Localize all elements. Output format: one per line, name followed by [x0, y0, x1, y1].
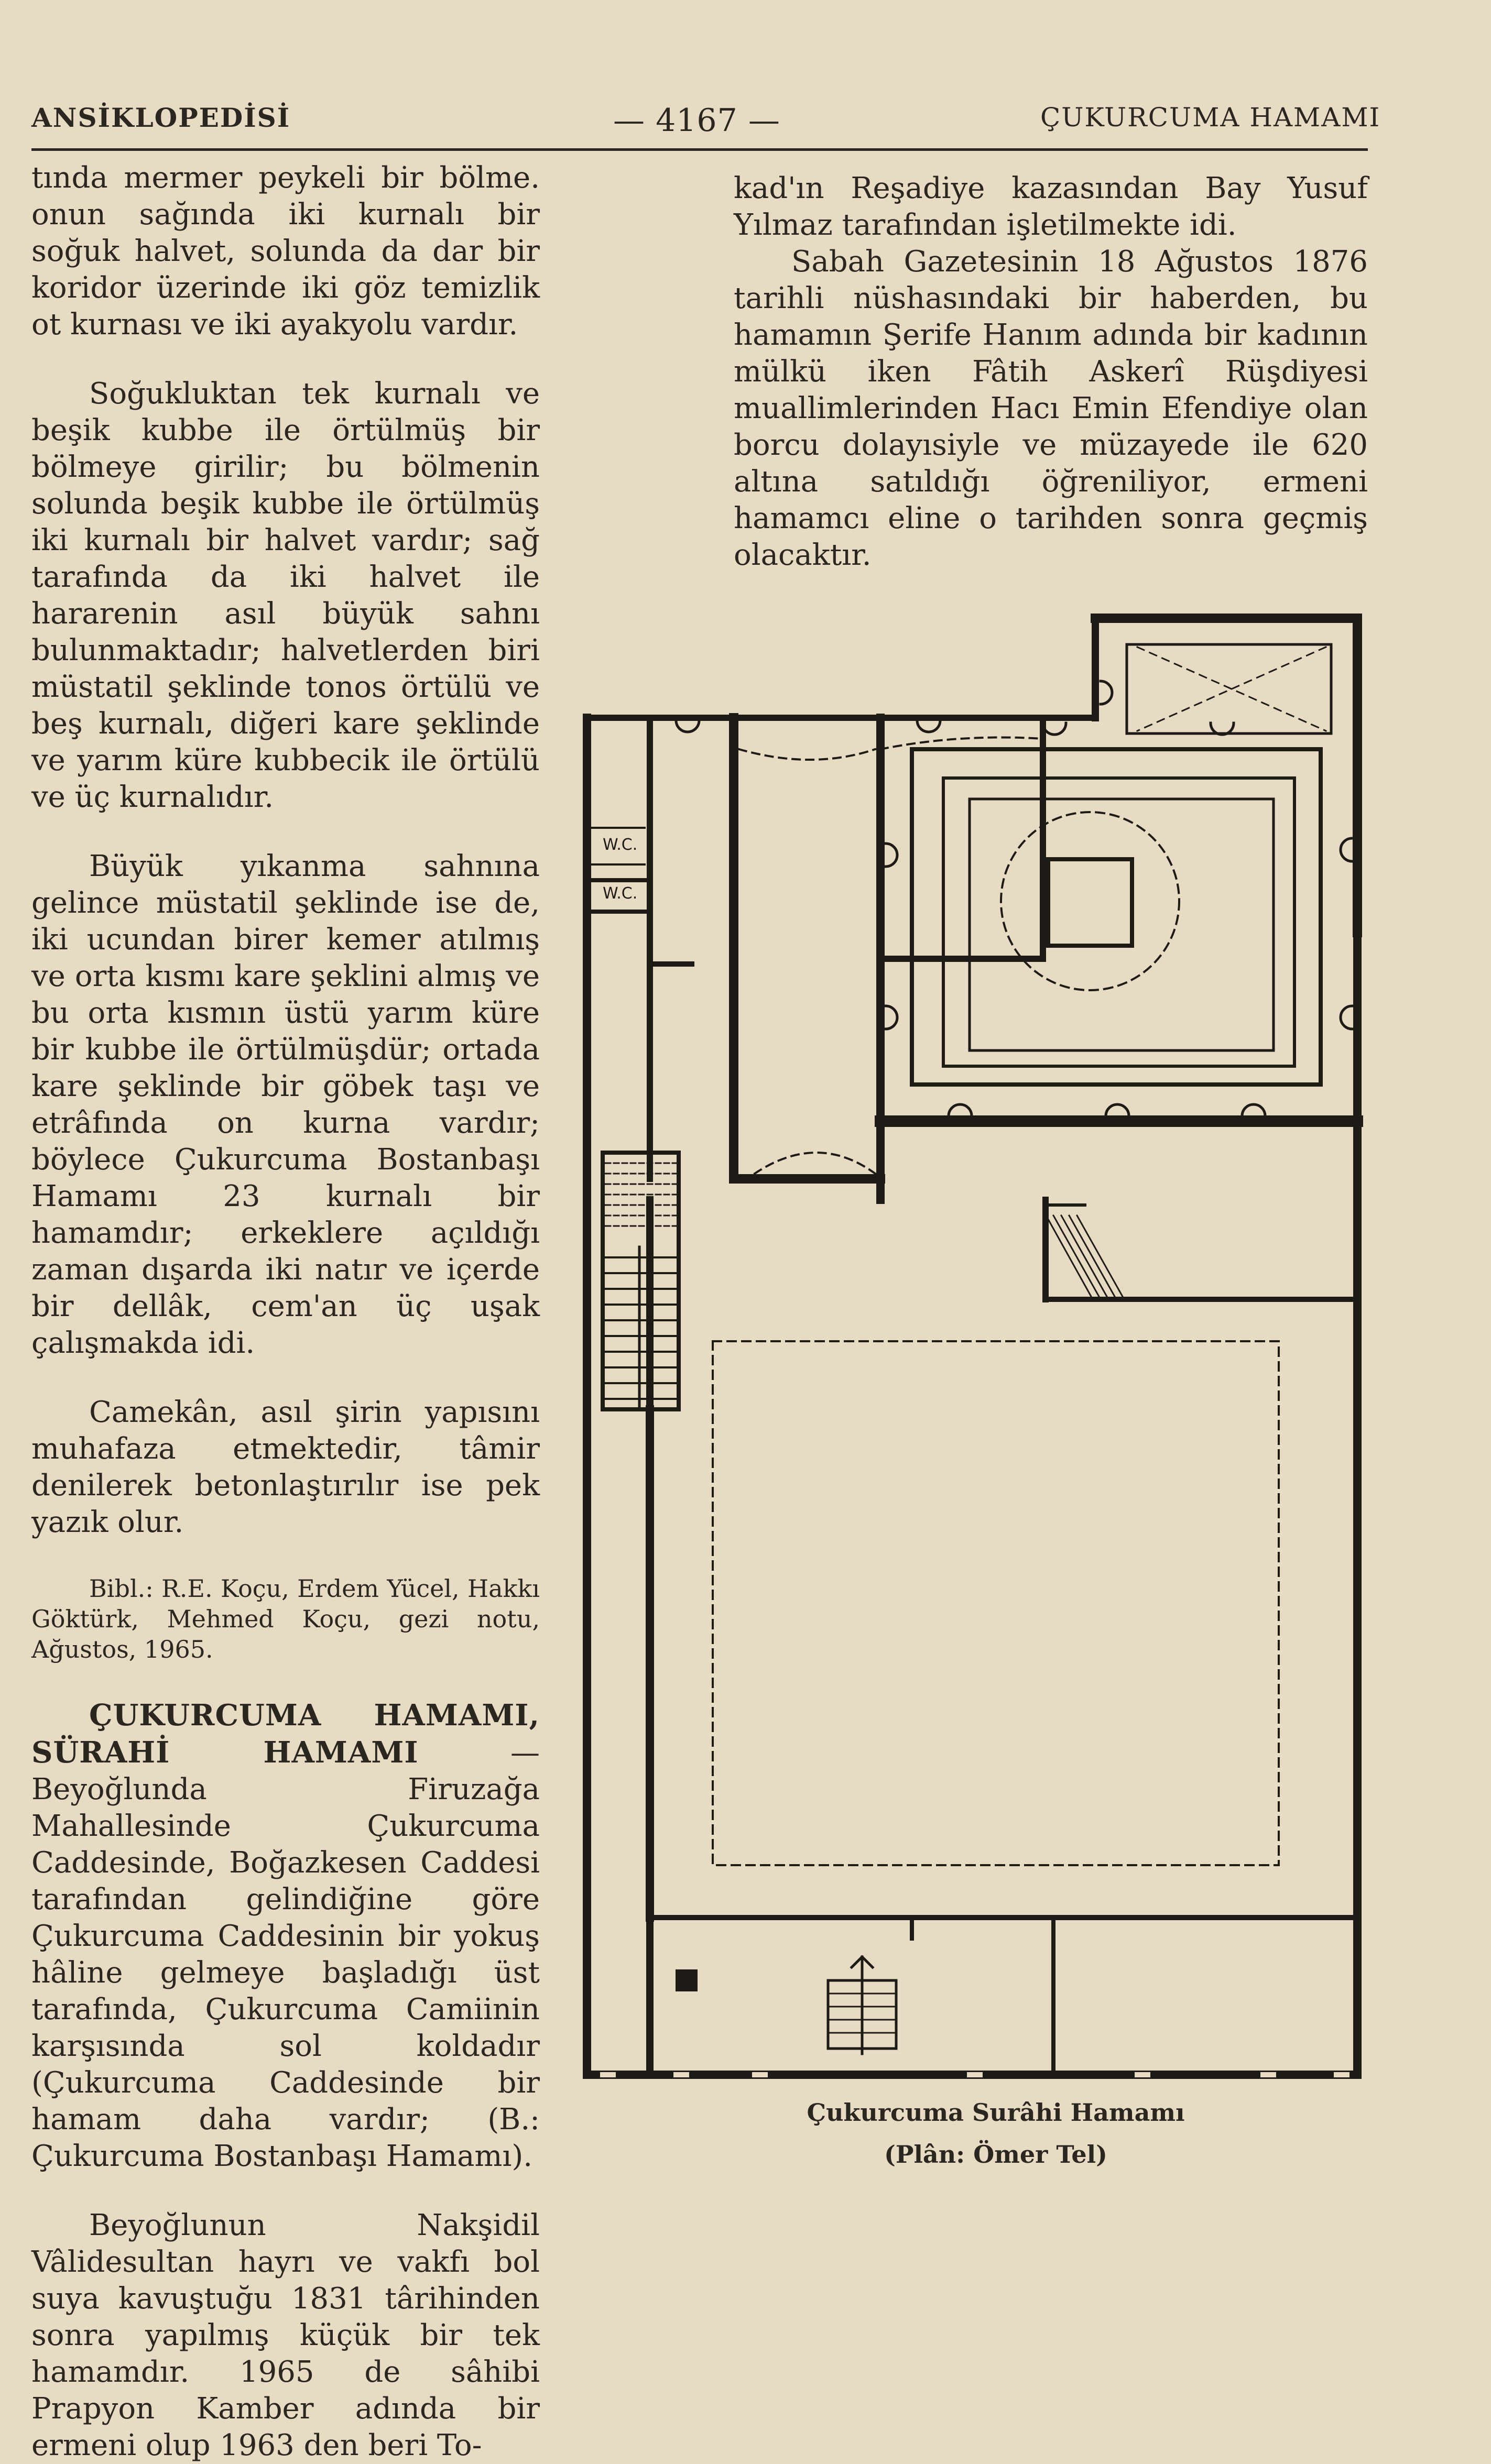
right-column: [734, 170, 1368, 606]
paragraph: Sabah Gazetesinin 18 Ağustos 1876 tarihli nüshasındaki bir haberden, bu hamamın Şerife Hanım adında bir kadının mülkü iken Fâtih Askerî Rüşdiyesi muallimlerinden Hacı Emin Efendiye olan borcu dolayısiyle ve müzayede ile 620 altına satıldığı öğreniliyor, ermeni hamamcı eline o tarihden sonra geçmiş olacaktır.: [734, 245, 1368, 572]
dome-circle: [1001, 812, 1179, 990]
running-header-left: ANSİKLOPEDİSİ: [31, 102, 291, 133]
page-number: — 4167 —: [613, 102, 780, 139]
entrance-arrow: [852, 1957, 873, 2054]
bibliography: Bibl.: R.E. Koçu, Erdem Yücel, Hakkı Göktürk, Mehmed Koçu, gezi notu, Ağustos, 1965.: [31, 1574, 540, 1663]
paragraph: Beyoğlunun Nakşidil Vâlidesultan hayrı ve vakfı bol suya kavuştuğu 1831 târihinden sonra yapılmış küçük bir tek hamamdır. 1965 de sâhibi Prapyon Kamber adında bir ermeni olup 1963 den beri To-: [31, 2208, 540, 2462]
running-header-right: ÇUKURCUMA HAMAMI: [1040, 102, 1381, 133]
figure-caption: Çukurcuma Surâhi Hamamı: [807, 2098, 1185, 2127]
pillar: [676, 1970, 697, 1991]
wall-small-room: [1095, 618, 1357, 933]
floor-plan: [582, 597, 1368, 2096]
paragraph: kad'ın Reşadiye kazasından Bay Yusuf Yılmaz tarafından işletilmekte idi.: [734, 171, 1368, 242]
camekan-hall: [713, 1341, 1279, 1865]
outer-wall: [587, 718, 1357, 2075]
figure-credit: (Plân: Ömer Tel): [884, 2140, 1107, 2169]
entry-text: — Beyoğlunda Firuzağa Mahallesinde Çukurcuma Caddesinde, Boğazkesen Caddesi tarafından gelindiğine göre Çukurcuma Caddesinin bir yokuş hâline gelmeye başladığı üst tarafında, Çukurcuma Camiinin karşısında sol koldadır (Çukurcuma Caddesinde bir hamam daha vardır; (B.: Çukurcuma Bostanbaşı Hamamı).: [31, 1736, 540, 2173]
encyclopedia-entry: [31, 1697, 540, 2175]
floor-plan-drawing: [582, 597, 1368, 2096]
paragraph: Soğukluktan tek kurnalı ve beşik kubbe ile örtülmüş bir bölmeye girilir; bu bölmenin solunda beşik kubbe ile örtülmüş iki kurnalı bir halvet vardır; sağ tarafında da iki halvet ile hararenin asıl büyük sahnı bulunmaktadır; halvetlerden biri müstatil şeklinde tonos örtülü ve beş kurnalı, diğeri kare şeklinde ve yarım küre kubbecik ile örtülü ve üç kurnalıdır.: [31, 377, 540, 814]
wc-label: W.C.: [603, 884, 638, 903]
navel-stone: [1048, 859, 1132, 946]
left-column: [31, 160, 540, 2464]
paragraph: Camekân, asıl şirin yapısını muhafaza etmektedir, tâmir denilerek betonlaştırılır ise pek yazık olur.: [31, 1395, 540, 1539]
entry-title: ÇUKURCUMA HAMAMI, SÜRAHİ HAMAMI: [31, 1698, 540, 1770]
header-rule: [31, 148, 1368, 151]
paragraph: tında mermer peykeli bir bölme. onun sağında iki kurnalı bir soğuk halvet, solunda da dar bir koridor üzerinde iki göz temizlik ot kurnası ve iki ayakyolu vardır.: [31, 161, 540, 342]
wc-label: W.C.: [603, 836, 638, 854]
paragraph: Büyük yıkanma sahnına gelince müstatil şeklinde ise de, iki ucundan birer kemer atılmış ve orta kısmı kare şeklini almış ve bu orta kısmın üstü yarım küre bir kubbe ile örtülmüşdür; ortada kare şeklinde bir göbek taşı ve etrâfında on kurna vardır; böylece Çukurcuma Bostanbaşı Hamamı 23 kurnalı bir hamamdır; erkeklere açıldığı zaman dışarda iki natır ve içerde bir dellâk, cem'an üç uşak çalışmakda idi.: [31, 849, 540, 1360]
